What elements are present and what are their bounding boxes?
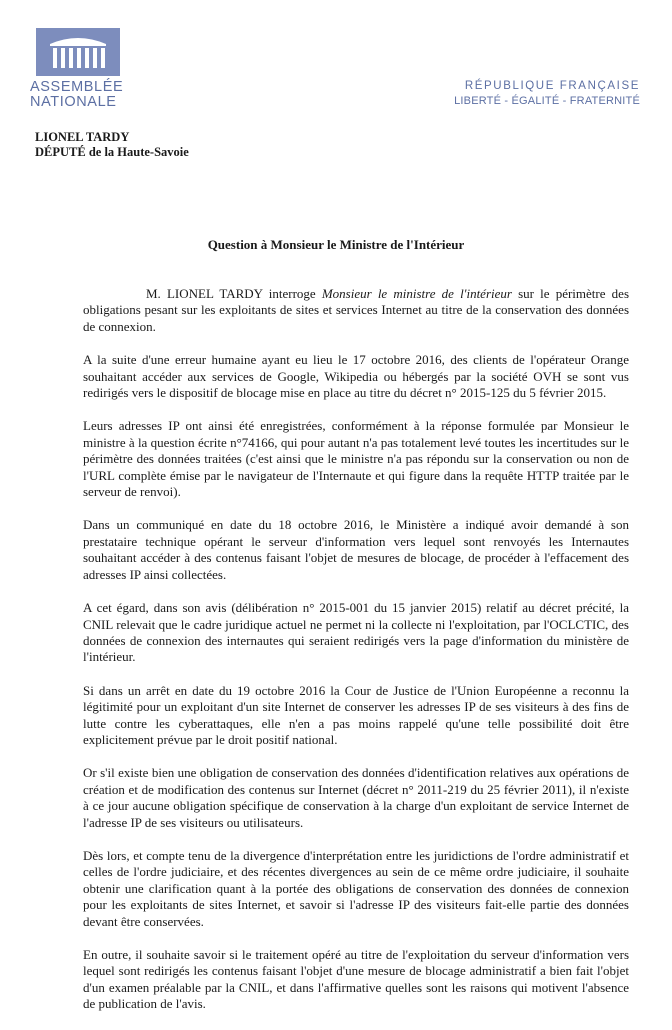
- paragraph-1-lead: M. LIONEL TARDY interroge: [146, 286, 322, 301]
- author-name: LIONEL TARDY: [35, 130, 130, 144]
- paragraph-6: Si dans un arrêt en date du 19 octobre 2016 la Cour de Justice de l'Union Européenne a reconnu la légitimité pour un exploitant d'un site Internet de conserver les adresses IP de ses visiteurs à des fins de lutte contre les cyberattaques, elle n'en a pas moins rappelé qu'une telle possibilité doit être explicitement prévue par le droit positif national.: [83, 682, 629, 747]
- republique-francaise-header: [454, 79, 640, 109]
- republique-motto: LIBERTÉ - ÉGALITÉ - FRATERNITÉ: [454, 95, 640, 107]
- paragraph-9: En outre, il souhaite savoir si le traitement opéré au titre de l'exploitation du serveur d'information vers lequel sont redirigés les contenus faisant l'objet d'une mesure de blocage administratif a bien fait l'objet d'un examen préalable par la CNIL, et dans l'affirmative quelles sont les raisons qui motivent l'absence de publication de l'avis.: [83, 947, 629, 1012]
- paragraph-5: A cet égard, dans son avis (délibération n° 2015-001 du 15 janvier 2015) relatif au décret précité, la CNIL relevait que le cadre juridique actuel ne permet ni la collecte ni l'exploitation, par l'OCLCTIC, des données de connexion des internautes qui seraient redirigés vers la page d'information du ministère de l'intérieur.: [83, 600, 629, 665]
- republique-title: RÉPUBLIQUE FRANÇAISE: [464, 80, 640, 92]
- logo-line-assemblee: ASSEMBLÉE: [30, 79, 124, 95]
- assemblee-building-icon: [36, 28, 120, 76]
- question-body: [83, 286, 629, 1030]
- assemblee-nationale-logo: [30, 28, 130, 110]
- paragraph-4: Dans un communiqué en date du 18 octobre 2016, le Ministère a indiqué avoir demandé à son prestataire technique opérant le serveur d'information vers lequel sont renvoyés les Internautes souhaitant accéder à des contenus faisant l'objet de mesures de blocage, de procéder à l'effacement des adresses IP ainsi collectées.: [83, 517, 629, 582]
- paragraph-1-addressee: Monsieur le ministre de l'intérieur: [321, 286, 512, 301]
- logo-line-nationale: NATIONALE: [30, 94, 117, 110]
- author-role-suffix: de la Haute-Savoie: [85, 145, 189, 159]
- paragraph-8: Dès lors, et compte tenu de la divergence d'interprétation entre les juridictions de l'ordre administratif et celles de l'ordre judiciaire, et des récentes divergences au sein de ce même ordre judiciaire, il souhaite obtenir une clarification quant à la portée des obligations de conservation des données de connexion pour les exploitants de sites Internet, et savoir si l'adresse IP des visiteurs fait-elle partie des données devant être conservées.: [83, 847, 629, 929]
- paragraph-1: [83, 286, 629, 335]
- question-title: Question à Monsieur le Ministre de l'Intérieur: [207, 237, 465, 252]
- paragraph-2: A la suite d'une erreur humaine ayant eu lieu le 17 octobre 2016, des clients de l'opérateur Orange souhaitant accéder aux services de Google, Wikipedia ou hébergés par la société OVH se sont vus redirigés vers le dispositif de blocage mise en place au titre du décret n° 2015-125 du 5 février 2015.: [83, 352, 629, 401]
- paragraph-7: Or s'il existe bien une obligation de conservation des données d'identification relatives aux opérations de création et de modification des contenus sur Internet (décret n° 2011-219 du 25 février 2011), il n'existe à ce jour aucune obligation spécifique de conservation à la charge d'un exploitant de service Internet de l'adresse IP de ses visiteurs ou utilisateurs.: [83, 765, 629, 830]
- paragraph-3: Leurs adresses IP ont ainsi été enregistrées, conformément à la réponse formulée par Monsieur le ministre à la question écrite n°74166, qui pour autant n'a pas totalement levé toutes les incertitudes sur le périmètre des données traitées (c'est ainsi que le ministre n'a pas répondu sur la conservation ou non de l'URL complète émise par le navigateur de l'Internaute et qui figure dans la requête HTTP traitée par le serveur de renvoi).: [83, 418, 629, 500]
- author-role: [35, 145, 189, 160]
- author-block: [35, 130, 189, 160]
- author-role-prefix: DÉPUTÉ: [35, 145, 86, 159]
- paragraph-1-rest: sur le périmètre des obligations pesant sur les exploitants de sites et services Internet au titre de la conservation des données de connexion.: [83, 286, 630, 334]
